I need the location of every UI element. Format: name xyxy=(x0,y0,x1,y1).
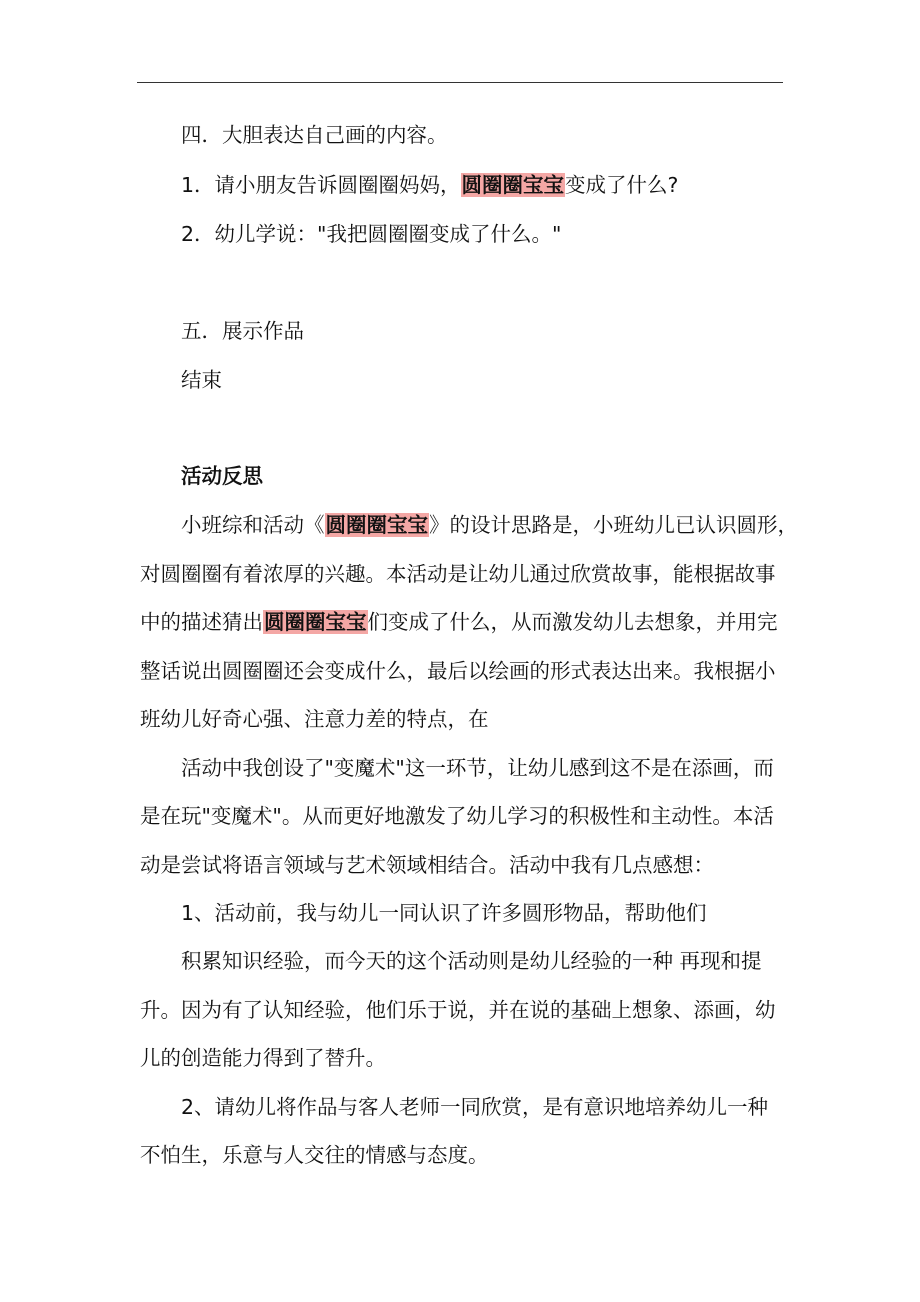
p1l3-after: 们变成了什么，从而激发幼儿去想象，并用完 xyxy=(367,610,778,634)
p1l3-before: 中的描述猜出 xyxy=(140,610,263,634)
reflection-p1-line4: 整话说出圆圈圈还会变成什么，最后以绘画的形式表达出来。我根据小 xyxy=(140,659,776,683)
highlight-keyword: 圆圈圈宝宝 xyxy=(461,173,565,197)
section4-heading: 四．大胆表达自己画的内容。 xyxy=(181,123,448,147)
reflection-p5-line1: 2、请幼儿将作品与客人老师一同欣赏，是有意识地培养幼儿一种 xyxy=(181,1095,769,1119)
reflection-p1-line3 xyxy=(140,608,778,636)
section5-heading: 五．展示作品 xyxy=(181,319,304,343)
p1l1-before: 小班综和活动《 xyxy=(181,513,325,537)
section4-item1 xyxy=(181,171,678,199)
highlight-keyword: 圆圈圈宝宝 xyxy=(325,513,428,537)
reflection-p2-line2: 是在玩"变魔术"。从而更好地激发了幼儿学习的积极性和主动性。本活 xyxy=(140,804,774,828)
highlight-keyword: 圆圈圈宝宝 xyxy=(264,610,367,634)
reflection-p2-line3: 动是尝试将语言领域与艺术领域相结合。活动中我有几点感想： xyxy=(140,853,714,877)
header-rule xyxy=(137,82,783,83)
reflection-title: 活动反思 xyxy=(181,464,263,488)
reflection-p3-line1: 1、活动前，我与幼儿一同认识了许多圆形物品，帮助他们 xyxy=(181,901,707,925)
reflection-p4-line2: 升。因为有了认知经验，他们乐于说，并在说的基础上想象、添画，幼 xyxy=(140,998,776,1022)
reflection-p5-line2: 不怕生，乐意与人交往的情感与态度。 xyxy=(140,1143,489,1167)
section4-item2: 2．幼儿学说："我把圆圈圈变成了什么。" xyxy=(181,222,562,246)
reflection-p4-line1: 积累知识经验，而今天的这个活动则是幼儿经验的一种 再现和提 xyxy=(181,949,762,973)
reflection-p1-line2: 对圆圈圈有着浓厚的兴趣。本活动是让幼儿通过欣赏故事，能根据故事 xyxy=(140,562,776,586)
reflection-p1-line5: 班幼儿好奇心强、注意力差的特点，在 xyxy=(140,707,489,731)
p1l1-after: 》的设计思路是，小班幼儿已认识圆形， xyxy=(429,513,798,537)
reflection-p4-line3: 儿的创造能力得到了替升。 xyxy=(140,1046,386,1070)
reflection-p1-line1 xyxy=(181,511,798,539)
item1-after: 变成了什么? xyxy=(565,173,679,197)
reflection-p2-line1: 活动中我创设了"变魔术"这一环节，让幼儿感到这不是在添画，而 xyxy=(181,756,774,780)
item1-before: 1．请小朋友告诉圆圈圈妈妈， xyxy=(181,173,461,197)
section5-end: 结束 xyxy=(181,368,222,392)
